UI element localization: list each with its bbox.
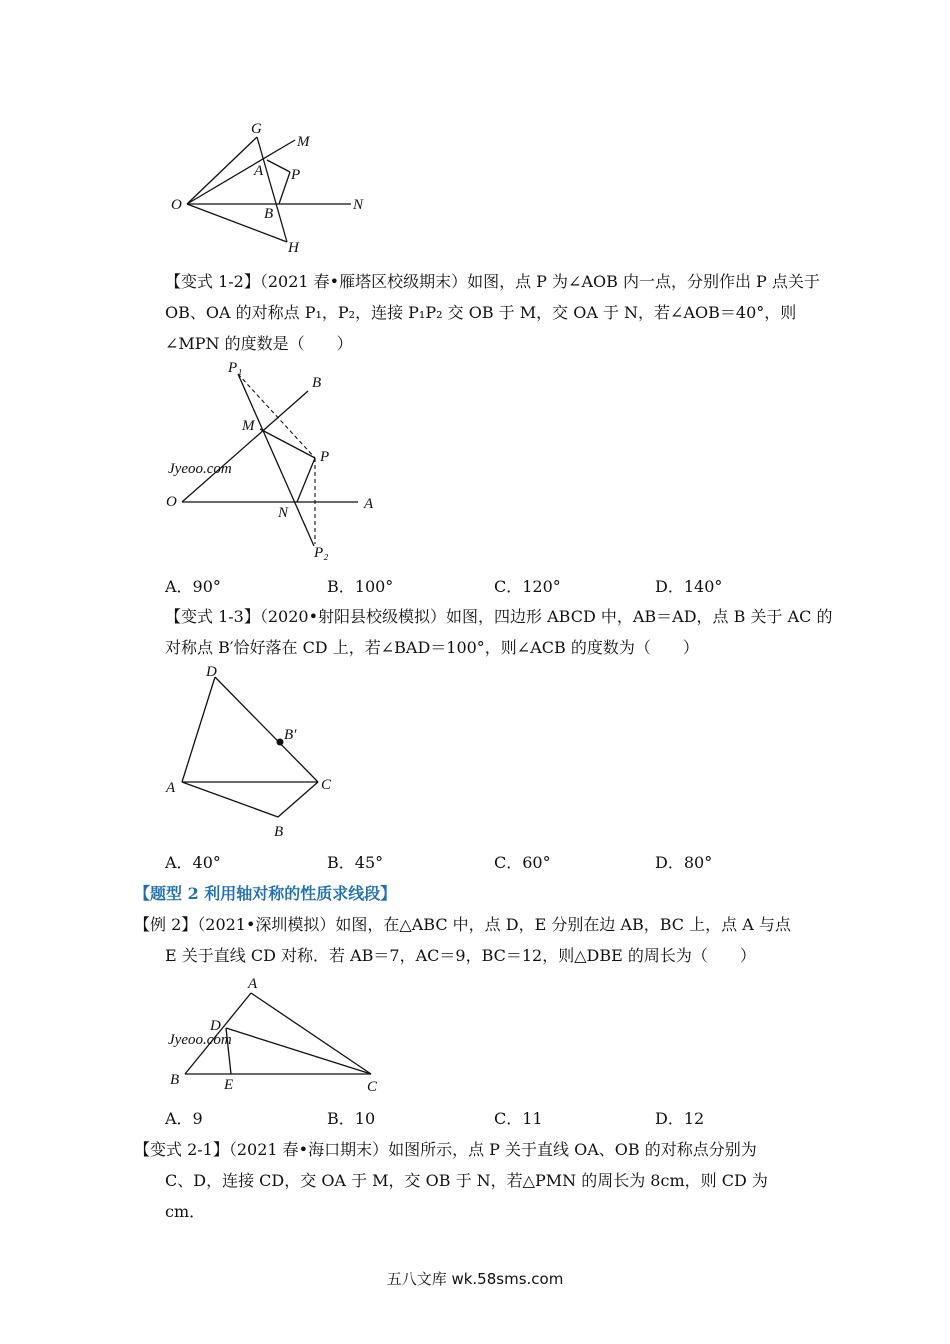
q1-3-line2: 对称点 B′恰好落在 CD 上，若∠BAD＝100°，则∠ACB 的度数为（ ） [165,638,699,657]
q2-1-line2: C、D，连接 CD，交 OA 于 M，交 OB 于 N，若△PMN 的周长为 8cm，则 CD 为 [165,1171,768,1190]
q1-3-option-c[interactable]: C．60° [494,853,551,872]
label-C: C [367,1079,378,1095]
q1-3-option-d[interactable]: D．80° [655,853,713,872]
label-H: H [288,240,299,256]
label-A: A [364,496,374,512]
label-P: P [320,449,330,465]
q1-2-option-c[interactable]: C．120° [494,577,561,596]
label-A: A [248,976,258,992]
label-B-prime: B′ [284,727,297,743]
q1-2-line1: 【变式 1-2】（2021 春•雁塔区校级期末）如图，点 P 为∠AOB 内一点，分别作出 P 点关于 [165,272,820,291]
q1-2-option-a[interactable]: A．90° [165,577,221,596]
q1-2-option-d[interactable]: D．140° [655,577,723,596]
label-M: M [297,134,310,150]
ex2-line2: E 关于直线 CD 对称．若 AB＝7，AC＝9，BC＝12，则△DBE 的周长为（ ） [165,946,756,965]
ex2-option-d[interactable]: D．12 [655,1109,705,1128]
label-O: O [166,494,177,510]
ex2-line1: 【例 2】（2021•深圳模拟）如图，在△ABC 中，点 D，E 分别在边 AB，BC 上，点 A 与点 [134,915,791,934]
label-N: N [353,197,364,213]
label-P2: P₂ [314,545,329,561]
label-G: G [251,121,262,137]
q1-3-option-a[interactable]: A．40° [165,853,221,872]
figure-symmetric-points-p1p2 [160,356,390,566]
label-D: D [210,1018,221,1034]
figure-angle-gmapobnh [165,112,380,257]
figure-triangle-abc [160,968,390,1098]
label-A: A [254,163,264,179]
q1-2-option-b[interactable]: B．100° [327,577,394,596]
watermark: Jyeoo.com [168,1032,232,1048]
section-heading: 【题型 2 利用轴对称的性质求线段】 [134,884,397,903]
label-B: B [312,375,322,391]
q1-2-line3: ∠MPN 的度数是（ ） [165,334,353,353]
figure-quadrilateral-abcd [160,658,350,844]
ex2-option-b[interactable]: B．10 [327,1109,376,1128]
q1-3-line1: 【变式 1-3】（2020•射阳县校级模拟）如图，四边形 ABCD 中，AB＝AD，点 B 关于 AC 的 [165,607,833,626]
label-B: B [274,824,284,840]
q1-2-line2: OB、OA 的对称点 P₁，P₂，连接 P₁P₂ 交 OB 于 M，交 OA 于 N，若∠AOB＝40°，则 [165,303,797,322]
label-C: C [321,777,332,793]
label-D: D [206,664,217,680]
watermark: Jyeoo.com [168,461,232,477]
label-P1: P₁ [228,360,243,376]
label-B: B [264,206,274,222]
label-P: P [291,167,301,183]
label-N: N [278,505,289,521]
label-B: B [170,1072,180,1088]
label-O: O [171,197,182,213]
label-E: E [224,1077,234,1093]
footer-site-name: 五八文库 wk.58sms.com [386,1270,564,1288]
label-M: M [242,418,255,434]
label-A: A [166,780,176,796]
ex2-option-a[interactable]: A．9 [165,1109,203,1128]
q2-1-line1: 【变式 2-1】（2021 春•海口期末）如图所示，点 P 关于直线 OA、OB 的对称点分别为 [134,1140,757,1159]
q2-1-line3: cm． [165,1202,206,1221]
q1-3-option-b[interactable]: B．45° [327,853,384,872]
ex2-option-c[interactable]: C．11 [494,1109,543,1128]
